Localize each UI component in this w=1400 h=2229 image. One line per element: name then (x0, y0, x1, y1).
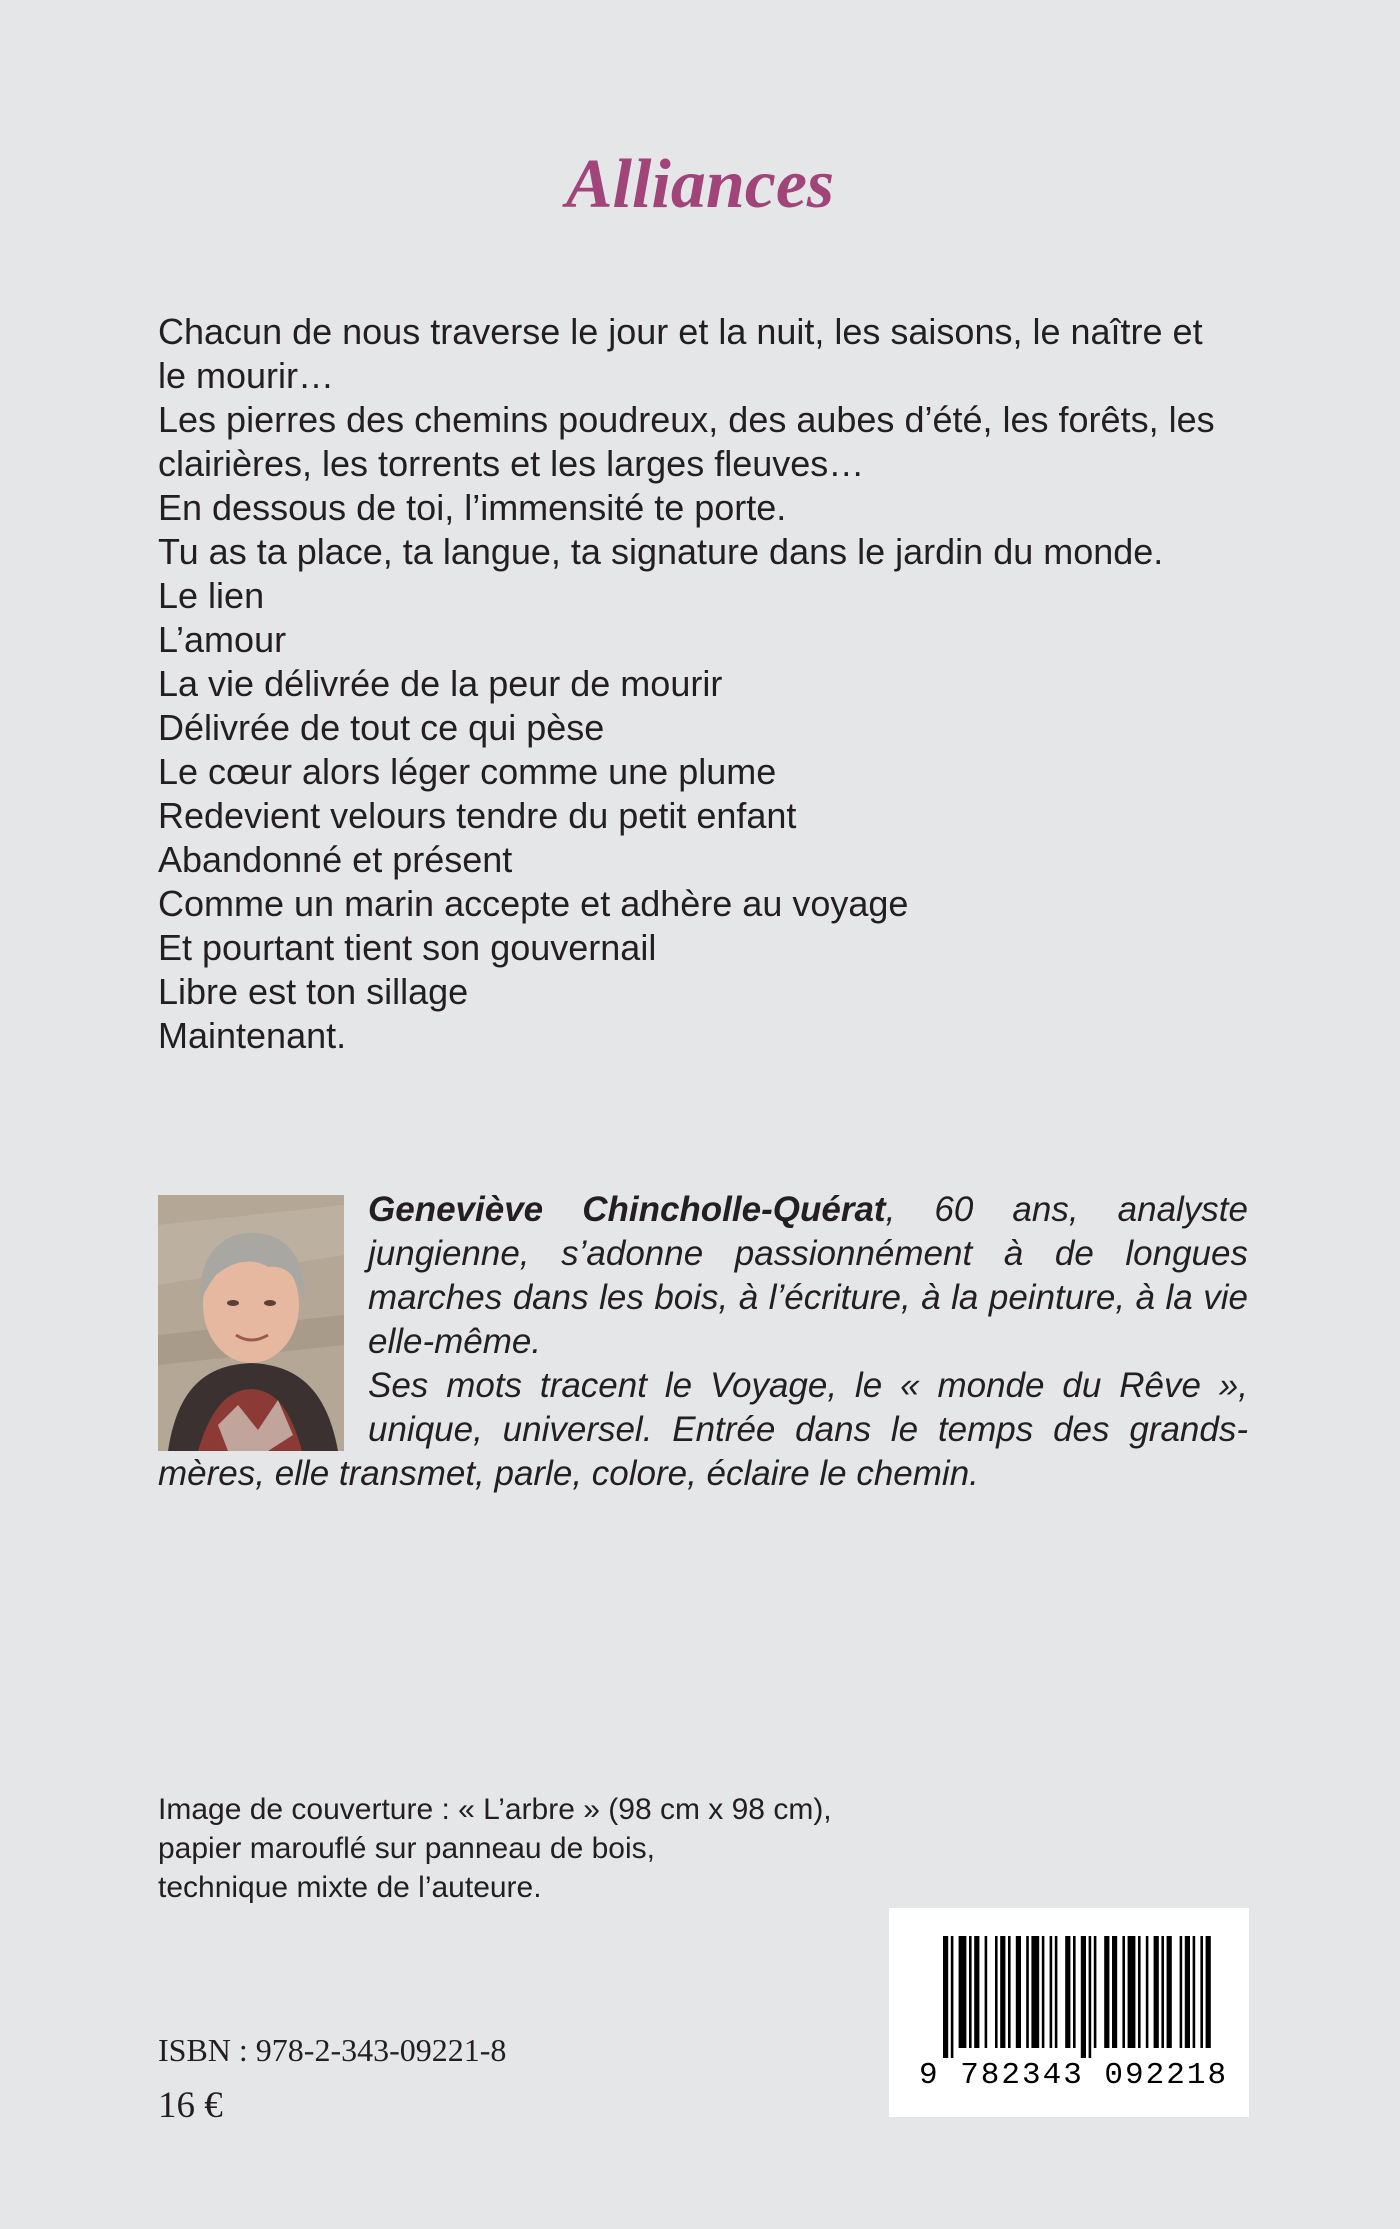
book-title: Alliances (565, 146, 835, 223)
poem-line: Libre est ton sillage (158, 971, 469, 1012)
poem-line: Abandonné et présent (158, 839, 513, 880)
barcode-bar (943, 1936, 948, 2058)
price-text: 16 € (158, 2085, 223, 2126)
barcode-bar (1200, 1936, 1203, 2048)
poem-line: clairières, les torrents et les larges fleuves… (158, 443, 865, 484)
barcode-bar (1094, 1936, 1097, 2048)
poem-text (158, 310, 1258, 1058)
barcode-bar (1008, 1936, 1011, 2048)
barcode-bar (1073, 1936, 1076, 2048)
bio-paragraph-2: Ses mots tracent le Voyage, le « monde du Rêve », unique, universel. Entrée dans le temps des grands-mères, elle transmet, parle, colore, éclaire le chemin. (158, 1366, 1248, 1493)
author-name: Geneviève Chincholle-Quérat (368, 1190, 886, 1229)
barcode-bar (1193, 1936, 1196, 2048)
barcode-bar (1138, 1936, 1141, 2048)
barcode-bar (1000, 1936, 1005, 2048)
barcode-bar (951, 1936, 954, 2058)
barcode-bars (943, 1936, 1213, 2058)
barcode (889, 1908, 1249, 2117)
barcode-bar (959, 1936, 967, 2048)
poem-line: Les pierres des chemins poudreux, des aubes d’été, les forêts, les (158, 399, 1215, 440)
poem-line: La vie délivrée de la peur de mourir (158, 663, 723, 704)
bio-paragraph-1-text: , 60 ans, analyste jungienne, s’adonne passionnément à de longues marches dans les bois, à l’écriture, à la peinture, à la vie elle-même. (368, 1190, 1248, 1361)
barcode-bar (1180, 1936, 1183, 2048)
barcode-bar (1154, 1936, 1159, 2048)
poem-line: Maintenant. (158, 1015, 347, 1056)
credit-line: papier marouflé sur panneau de bois, (158, 1832, 655, 1865)
barcode-bar (1026, 1936, 1029, 2048)
isbn-text: ISBN : 978-2-343-09221-8 (158, 2032, 507, 2068)
barcode-bar (1112, 1936, 1117, 2048)
barcode-bar (974, 1936, 979, 2048)
poem-line: Délivrée de tout ce qui pèse (158, 707, 605, 748)
barcode-bar (1081, 1936, 1086, 2058)
cover-image-credits (158, 1790, 832, 1907)
barcode-bar (1089, 1936, 1092, 2058)
author-portrait-image (158, 1195, 344, 1451)
barcode-number: 9 782343 092218 (919, 2058, 1229, 2093)
barcode-bar (1146, 1936, 1149, 2048)
barcode-bar (1104, 1936, 1109, 2048)
poem-line: Et pourtant tient son gouvernail (158, 927, 657, 968)
author-photo (158, 1195, 344, 1451)
poem-line: Chacun de nous traverse le jour et la nuit, les saisons, le naître et (158, 311, 1203, 352)
poem-line: Le cœur alors léger comme une plume (158, 751, 777, 792)
barcode-bar (969, 1936, 972, 2048)
barcode-bar (985, 1936, 988, 2048)
poem-line: Le lien (158, 575, 265, 616)
barcode-bar (1016, 1936, 1021, 2048)
poem-line: L’amour (158, 619, 287, 660)
barcode-bar (1167, 1936, 1172, 2048)
poem-line: Tu as ta place, ta langue, ta signature dans le jardin du monde. (158, 531, 1164, 572)
poem-line: En dessous de toi, l’immensité te porte. (158, 487, 787, 528)
barcode-bar (1042, 1936, 1045, 2048)
author-bio (158, 1188, 1248, 1508)
poem-line: Comme un marin accepte et adhère au voyage (158, 883, 909, 924)
barcode-bar (1122, 1936, 1125, 2048)
poem-line: le mourir… (158, 355, 335, 396)
credit-line: Image de couverture : « L’arbre » (98 cm x 98 cm), (158, 1793, 832, 1826)
barcode-bar (995, 1936, 998, 2048)
barcode-bar (1031, 1936, 1039, 2048)
barcode-bar (1206, 1936, 1211, 2048)
barcode-bar (1050, 1936, 1053, 2048)
poem-line: Redevient velours tendre du petit enfant (158, 795, 797, 836)
barcode-bar (1128, 1936, 1136, 2048)
barcode-bar (1185, 1936, 1190, 2048)
barcode-bar (1065, 1936, 1070, 2048)
credit-line: technique mixte de l’auteure. (158, 1871, 542, 1904)
barcode-bar (1161, 1936, 1164, 2048)
barcode-bar (1055, 1936, 1058, 2048)
